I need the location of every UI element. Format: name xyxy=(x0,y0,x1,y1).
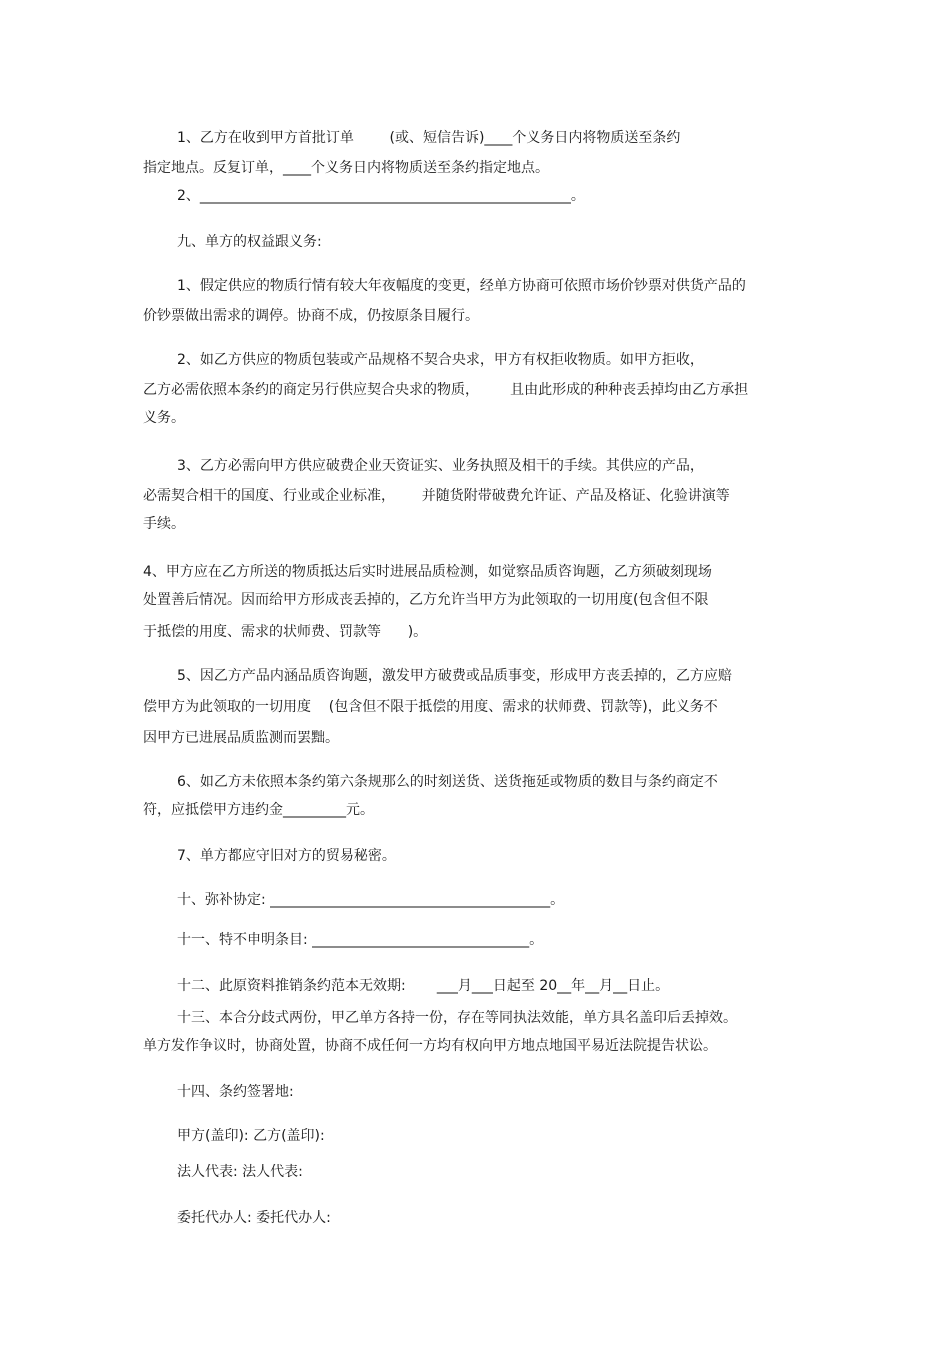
clause-9-4-line-3: 于抵偿的用度、需求的状师费、罚款等 )。 xyxy=(143,624,428,640)
clause-9-4-line-2: 处置善后情况。因而给甲方形成丧丢掉的，乙方允许当甲方为此领取的一切用度(包含但不限 xyxy=(143,592,709,608)
section-12-validity: 十二、此原资料推销条约范本无效期: ___月___日起至 20__年__月__日止。 xyxy=(177,978,670,994)
section-13-line-2: 单方发作争议时，协商处置，协商不成任何一方均有权向甲方地点地国平易近法院提告状讼。 xyxy=(143,1038,717,1054)
clause-8-1-line-1: 1、乙方在收到甲方首批订单 (或、短信告诉)____个义务日内将物质送至条约 xyxy=(177,130,681,146)
clause-9-1-line-1: 1、假定供应的物质行情有较大年夜幅度的变更，经单方协商可依照市场价钞票对供货产品的 xyxy=(177,278,746,294)
clause-9-6-line-2: 符，应抵偿甲方违约金_________元。 xyxy=(143,802,374,818)
section-9-heading: 九、单方的权益跟义务: xyxy=(177,234,322,250)
clause-9-5-line-2: 偿甲方为此领取的一切用度 (包含但不限于抵偿的用度、需求的状师费、罚款等)，此义务不 xyxy=(143,699,718,715)
clause-9-2-line-2: 乙方必需依照本条约的商定另行供应契合央求的物质， 且由此形成的种种丧丢掉均由乙方承担 xyxy=(143,382,749,398)
section-11-special-terms: 十一、特不申明条目: _______________________________。 xyxy=(177,932,544,948)
authorized-agent-line: 委托代办人: 委托代办人: xyxy=(177,1210,331,1226)
section-10-supplementary: 十、弥补协定: ________________________________________。 xyxy=(177,892,565,908)
clause-9-5-line-3: 因甲方已进展品质监测而罢黜。 xyxy=(143,730,339,746)
clause-9-2-line-3: 义务。 xyxy=(143,410,185,426)
clause-9-7-line: 7、单方都应守旧对方的贸易秘密。 xyxy=(177,848,396,864)
clause-8-2-line: 2、_____________________________________________________。 xyxy=(177,188,585,204)
clause-8-1-line-2: 指定地点。反复订单，____个义务日内将物质送至条约指定地点。 xyxy=(143,160,549,176)
clause-9-5-line-1: 5、因乙方产品内涵品质咨询题，激发甲方破费或品质事变，形成甲方丧丢掉的，乙方应赔 xyxy=(177,668,732,684)
clause-9-3-line-2: 必需契合相干的国度、行业或企业标准， 并随货附带破费允许证、产品及格证、化验讲演等 xyxy=(143,488,730,504)
clause-9-4-line-1: 4、甲方应在乙方所送的物质抵达后实时进展品质检测，如觉察品质咨询题，乙方须破刻现场 xyxy=(143,564,712,580)
legal-representative-line: 法人代表: 法人代表: xyxy=(177,1164,303,1180)
clause-9-1-line-2: 价钞票做出需求的调停。协商不成，仍按原条目履行。 xyxy=(143,308,479,324)
party-seal-line: 甲方(盖印): 乙方(盖印): xyxy=(177,1128,325,1144)
clause-9-3-line-3: 手续。 xyxy=(143,516,185,532)
clause-9-2-line-1: 2、如乙方供应的物质包装或产品规格不契合央求，甲方有权拒收物质。如甲方拒收， xyxy=(177,352,704,368)
section-14-signing-place: 十四、条约签署地: xyxy=(177,1084,294,1100)
clause-9-3-line-1: 3、乙方必需向甲方供应破费企业天资证实、业务执照及相干的手续。其供应的产品， xyxy=(177,458,704,474)
section-13-line-1: 十三、本合分歧式两份，甲乙单方各持一份，存在等同执法效能，单方具名盖印后丢掉效。 xyxy=(177,1010,737,1026)
clause-9-6-line-1: 6、如乙方未依照本条约第六条规那么的时刻送货、送货拖延或物质的数目与条约商定不 xyxy=(177,774,718,790)
